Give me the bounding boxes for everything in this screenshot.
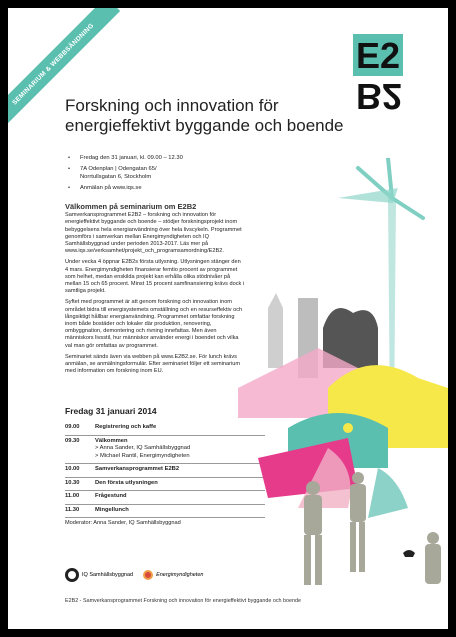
detail-signup: • Anmälan på www.iqs.se <box>68 185 142 191</box>
event-details: • Fredag den 31 januari, kl. 09.00 – 12.30 • 7A Odenplan | Odengatan 65/ Norrtullsgatan 6, Stockholm • Anmälan på www.iqs.se <box>68 155 183 191</box>
city-illustration <box>238 158 448 598</box>
body-text <box>65 203 245 379</box>
logo-top-text: E2 <box>356 35 401 76</box>
detail-date: • Fredag den 31 januari, kl. 09.00 – 12.30 <box>68 155 183 161</box>
poster-page <box>8 8 448 629</box>
swirl-icon <box>143 570 153 580</box>
schedule-heading: Fredag 31 januari 2014 <box>65 406 157 416</box>
schedule-row: 09.00 Registrering och kaffe <box>65 422 265 436</box>
paragraph-3: Syftet med programmet är att genom forskning och innovation inom området bidra till energisystemets omställning och en resurseffektiv och långsiktigt hållbar energianvändning. Programmet omfattar forskning inom både bostäder och lokaler där produktion, renovering, ombyggnation, demontering och rivning innefattas. Men även människors livsstil, hur människor använder energi i boendet och vilka val man gör omfattas av programmet. <box>65 299 243 349</box>
title-line-1: Forskning och innovation för <box>65 96 279 115</box>
logo-bottom-text: B2 <box>356 76 403 117</box>
welcome-heading: Välkommen på seminarium om E2B2 <box>65 202 197 211</box>
page-title <box>65 96 385 136</box>
title-line-2: energieffektivt byggande och boende <box>65 116 344 135</box>
detail-location: • 7A Odenplan | Odengatan 65/ <box>68 166 157 172</box>
footer-text: E2B2 - Samverkansprogrammet Forskning och innovation för energieffektivt byggande och boende <box>65 598 302 604</box>
schedule-row: 09.30 Välkommen > Anna Sander, IQ Samhällsbyggnad > Michael Rantil, Energimyndigheten <box>65 436 265 465</box>
paragraph-1: Samverkansprogrammet E2B2 – forskning och innovation för energieffektivt byggande och boende – stödjer forskningsprojekt inom bebyggelsens hela energianvändning över hela livscykeln. Programmet genomförs i samverkan mellan Energimyndigheten och IQ Samhällsbyggnad under perioden 2013-2017. Läs mer på www.iqs.se/verksamhet/projekt_och_programsamordning/E2B2. <box>65 212 242 255</box>
schedule-row: 11.30 Mingellunch <box>65 505 265 519</box>
moderator-note: Moderator: Anna Sander, IQ Samhällsbyggnad <box>65 520 181 526</box>
paragraph-4: Seminariet sänds även via webben på www.E2B2.se. För lunch krävs anmälan, se anmälningsformulär. Efter seminariet följer ett seminarium med information om forskning inom EU. <box>65 353 241 375</box>
schedule <box>65 406 265 526</box>
schedule-row: 10.00 Samverkansprogrammet E2B2 <box>65 464 265 478</box>
iq-logo: IQ Samhällsbyggnad <box>65 568 133 582</box>
paragraph-2: Under vecka 4 öppnar E2B2s första utlysning. Utlysningen stänger den 4 mars. Energimyndigheten finansierar femtio procent av programmet som helhet, medan enskilda projekt kan erhålla olika stödnivåer på mellan 15 och 65 procent. Minst 15 procent samfinansiering krävs dock i samtliga projekt. <box>65 259 245 295</box>
q-icon <box>65 568 79 582</box>
schedule-row: 11.00 Frågestund <box>65 491 265 505</box>
partner-logos <box>65 568 203 582</box>
ribbon-text: SEMINARIUM & WEBBSÄNDNING <box>10 21 96 107</box>
energimyndigheten-logo: Energimyndigheten <box>143 570 203 580</box>
schedule-row: 10.30 Den första utlysningen <box>65 478 265 492</box>
